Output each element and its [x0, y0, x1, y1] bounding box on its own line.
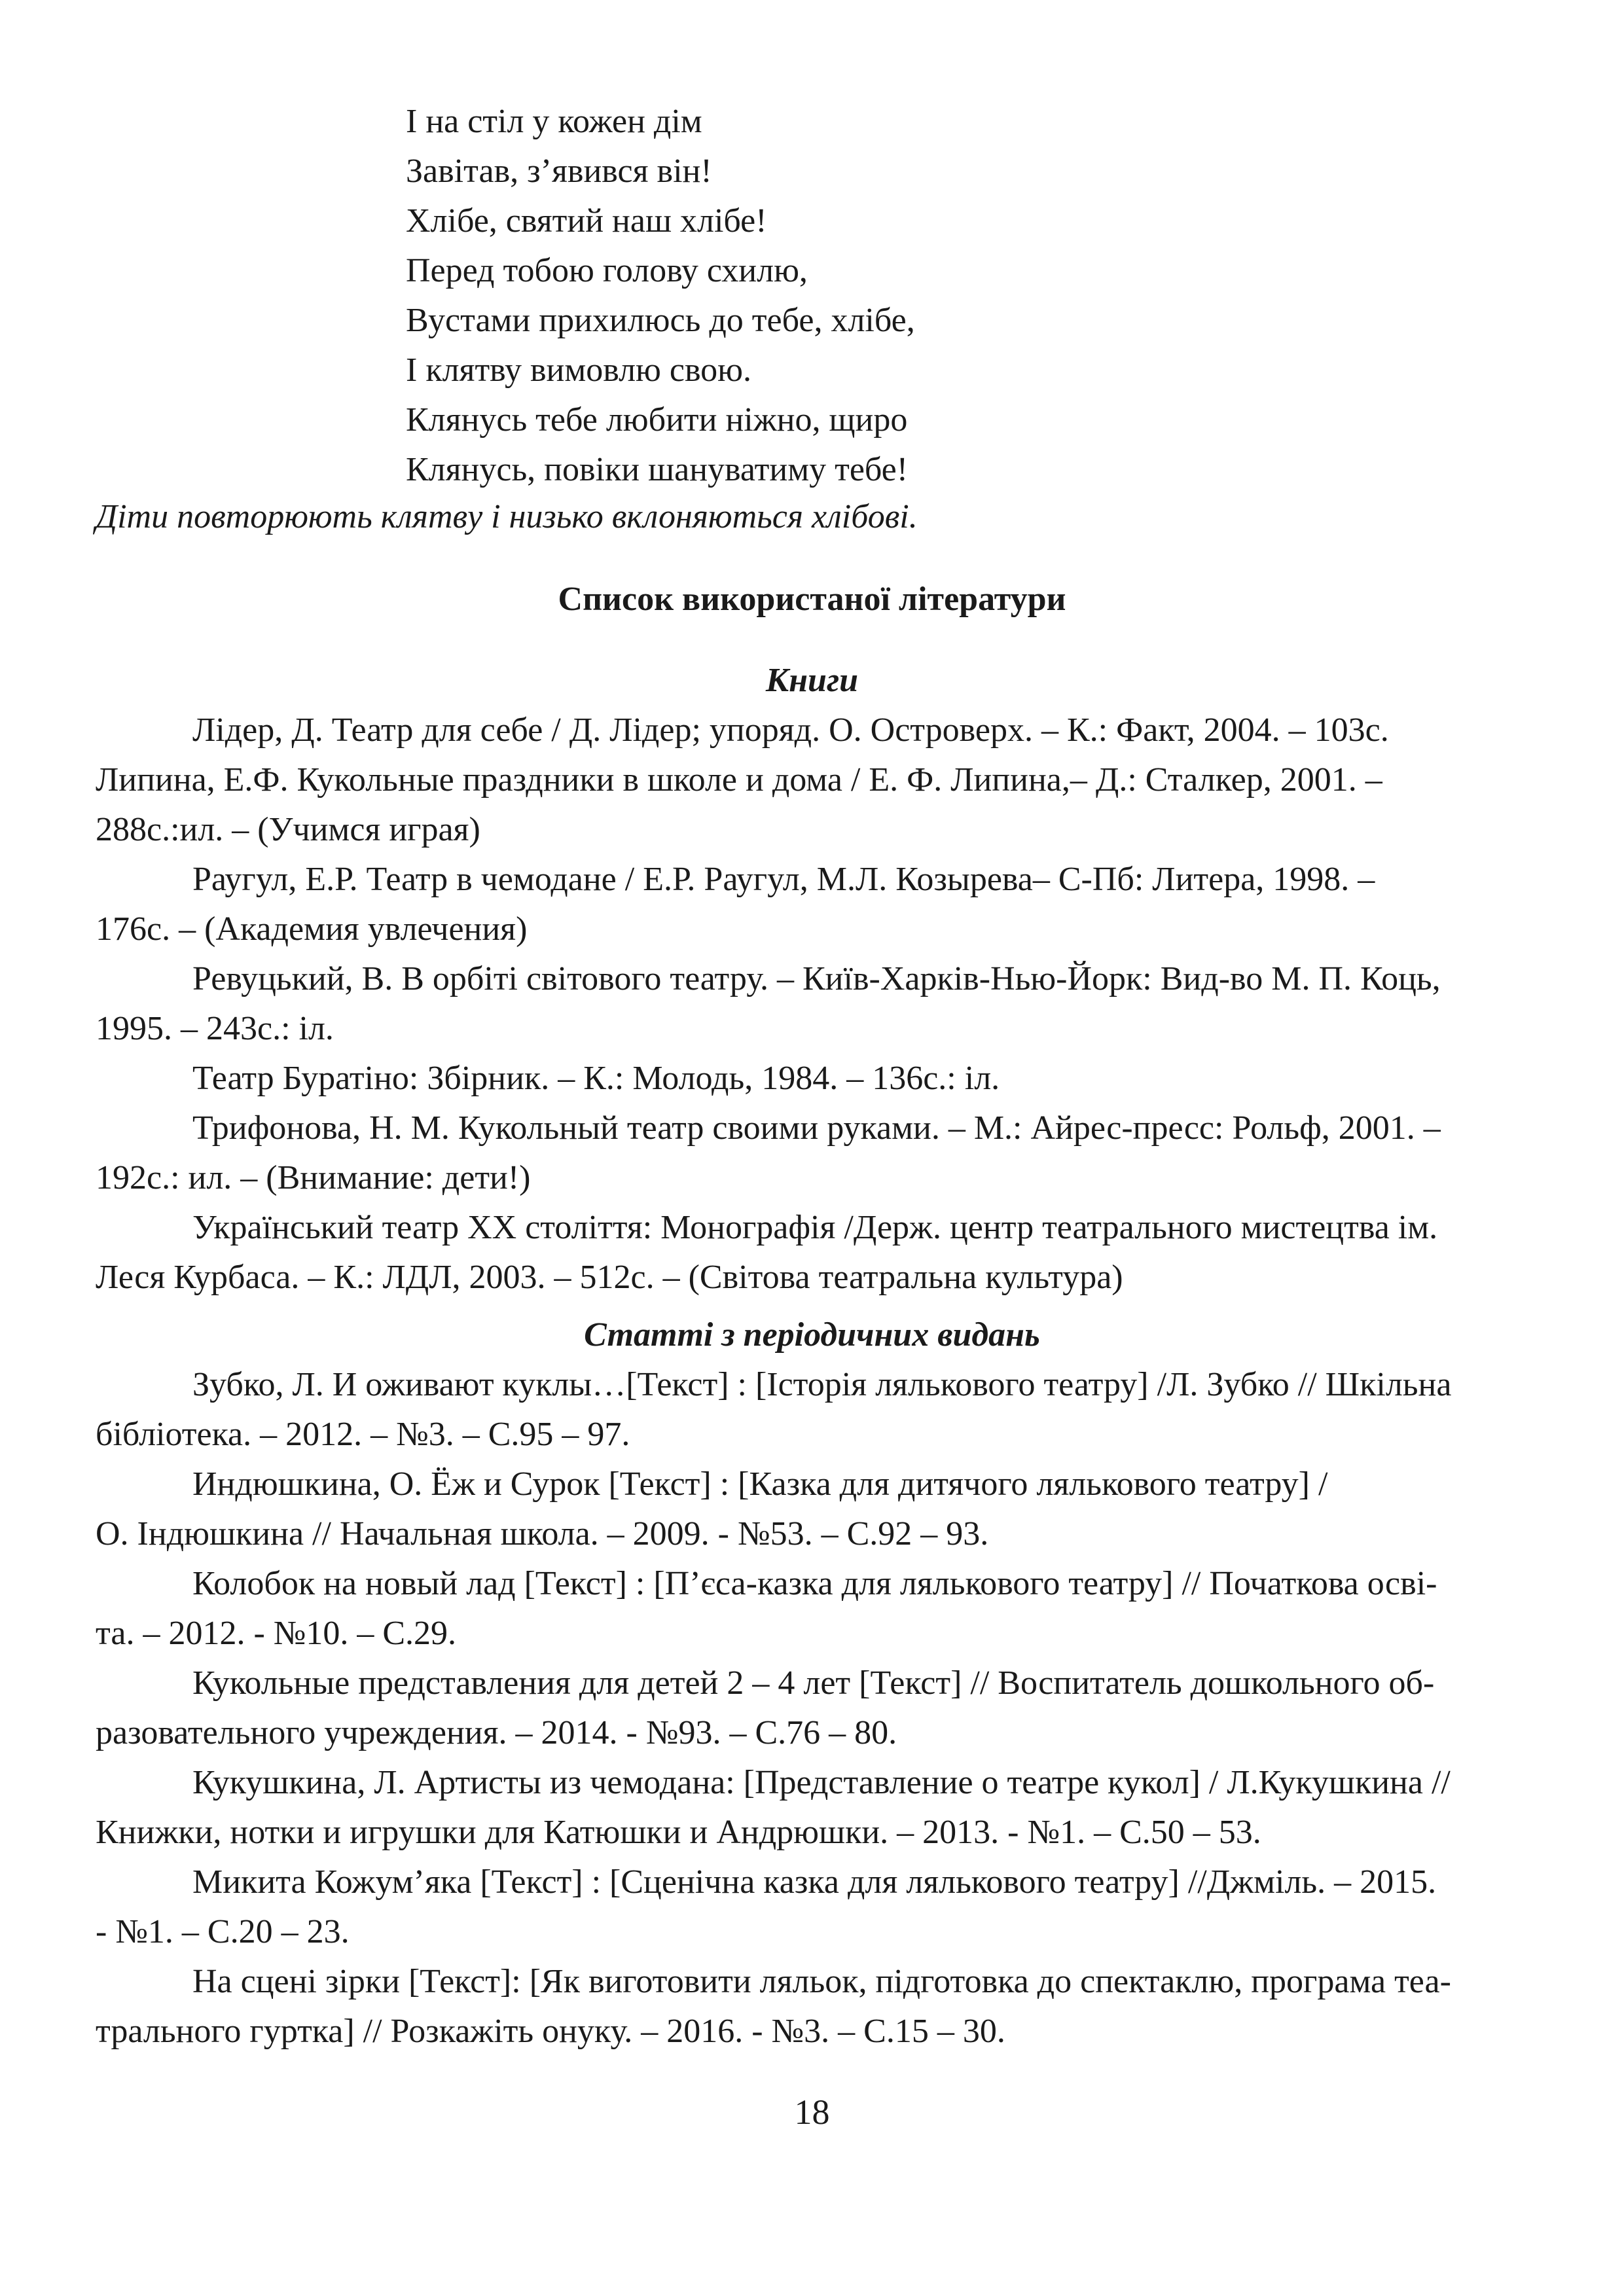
entry-line: 288с.:ил. – (Учимся играя) — [96, 811, 480, 848]
poem-line: І клятву вимовлю свою. — [406, 351, 752, 389]
bibliography-entry — [96, 1054, 1559, 1103]
bibliography-entry — [96, 1360, 1559, 1460]
poem-line: Клянусь тебе любити ніжно, щиро — [406, 401, 908, 439]
entry-line: - №1. – С.20 – 23. — [96, 1913, 350, 1950]
bibliography-entry — [96, 1559, 1559, 1659]
poem-line: Клянусь, повіки шануватиму тебе! — [406, 451, 909, 488]
entry-line: Колобок на новый лад [Текст] : [П’єса-казка для лялькового театру] // Початкова осві- — [192, 1565, 1437, 1602]
entry-line: Трифонова, Н. М. Кукольный театр своими руками. – М.: Айрес-пресс: Рольф, 2001. – — [192, 1109, 1441, 1147]
books-list — [96, 706, 1559, 1302]
bibliography-entry — [96, 855, 1559, 954]
entry-line: Липина, Е.Ф. Кукольные праздники в школе и дома / Е. Ф. Липина,– Д.: Сталкер, 2001. – — [96, 761, 1382, 798]
entry-line: Лідер, Д. Театр для себе / Д. Лідер; упоряд. О. Островерх. – К.: Факт, 2004. – 103с. — [192, 711, 1389, 749]
page-number: 18 — [794, 2092, 830, 2132]
stage-direction: Діти повторюють клятву і низько вклоняються хлібові. — [96, 498, 918, 535]
entry-line: Кукушкина, Л. Артисты из чемодана: [Представление о театре кукол] / Л.Кукушкина // — [192, 1764, 1451, 1801]
poem-line: Хлібе, святий наш хлібе! — [406, 202, 767, 240]
poem-line: Перед тобою голову схилю, — [406, 252, 808, 289]
poem-line: І на стіл у кожен дім — [406, 103, 702, 140]
poem-line: Вустами прихилюсь до тебе, хлібе, — [406, 302, 915, 339]
bibliography-entry — [96, 954, 1559, 1054]
entry-line: Микита Кожум’яка [Текст] : [Сценічна казка для лялькового театру] //Джміль. – 2015. — [192, 1863, 1437, 1901]
entry-line: Раугул, Е.Р. Театр в чемодане / Е.Р. Раугул, М.Л. Козырева– С-Пб: Литера, 1998. – — [192, 861, 1375, 898]
entry-line: Український театр ХХ століття: Монографія /Держ. центр театрального мистецтва ім. — [192, 1209, 1438, 1246]
bibliography-title: Список використаної літератури — [558, 581, 1066, 618]
entry-line: 1995. – 243с.: іл. — [96, 1010, 334, 1047]
entry-line: Зубко, Л. И оживают куклы…[Текст] : [Історія лялькового театру] /Л. Зубко // Шкільна — [192, 1366, 1452, 1403]
entry-line: Леся Курбаса. – К.: ЛДЛ, 2003. – 512с. – (Світова театральна культура) — [96, 1259, 1123, 1296]
bibliography-entry — [96, 1758, 1559, 1857]
entry-line: трального гуртка] // Розкажіть онуку. – 2016. - №3. – С.15 – 30. — [96, 2013, 1005, 2050]
bibliography-entry — [96, 706, 1559, 755]
entry-line: О. Індюшкина // Начальная школа. – 2009. - №53. – С.92 – 93. — [96, 1515, 989, 1552]
books-heading: Книги — [765, 662, 859, 699]
bibliography-entry — [96, 1103, 1559, 1203]
entry-line: Кукольные представления для детей 2 – 4 лет [Текст] // Воспитатель дошкольного об- — [192, 1664, 1435, 1702]
entry-line: 192с.: ил. – (Внимание: дети!) — [96, 1159, 531, 1196]
poem-line: Завітав, з’явився він! — [406, 152, 712, 190]
entry-line: На сцені зірки [Текст]: [Як виготовити ляльок, підготовка до спектаклю, програма теа- — [192, 1963, 1451, 2000]
articles-heading: Статті з періодичних видань — [584, 1316, 1040, 1354]
entry-line: 176с. – (Академия увлечения) — [96, 910, 528, 948]
entry-line: разовательного учреждения. – 2014. - №93. – С.76 – 80. — [96, 1714, 897, 1751]
bibliography-entry — [96, 1857, 1559, 1957]
poem — [406, 97, 1453, 495]
bibliography-entry — [96, 1659, 1559, 1758]
bibliography-entry — [96, 1203, 1559, 1302]
bibliography-entry — [96, 1460, 1559, 1559]
bibliography-entry — [96, 755, 1559, 855]
entry-line: Индюшкина, О. Ёж и Сурок [Текст] : [Казка для дитячого лялькового театру] / — [192, 1465, 1328, 1503]
entry-line: Книжки, нотки и игрушки для Катюшки и Андрюшки. – 2013. - №1. – С.50 – 53. — [96, 1814, 1261, 1851]
entry-line: та. – 2012. - №10. – С.29. — [96, 1615, 457, 1652]
articles-list — [96, 1360, 1559, 2056]
entry-line: бібліотека. – 2012. – №3. – С.95 – 97. — [96, 1416, 630, 1453]
entry-line: Театр Буратіно: Збірник. – К.: Молодь, 1984. – 136с.: іл. — [192, 1060, 1000, 1097]
bibliography-entry — [96, 1957, 1559, 2056]
entry-line: Ревуцький, В. В орбіті світового театру. – Київ-Харків-Нью-Йорк: Вид-во М. П. Коць, — [192, 960, 1441, 997]
